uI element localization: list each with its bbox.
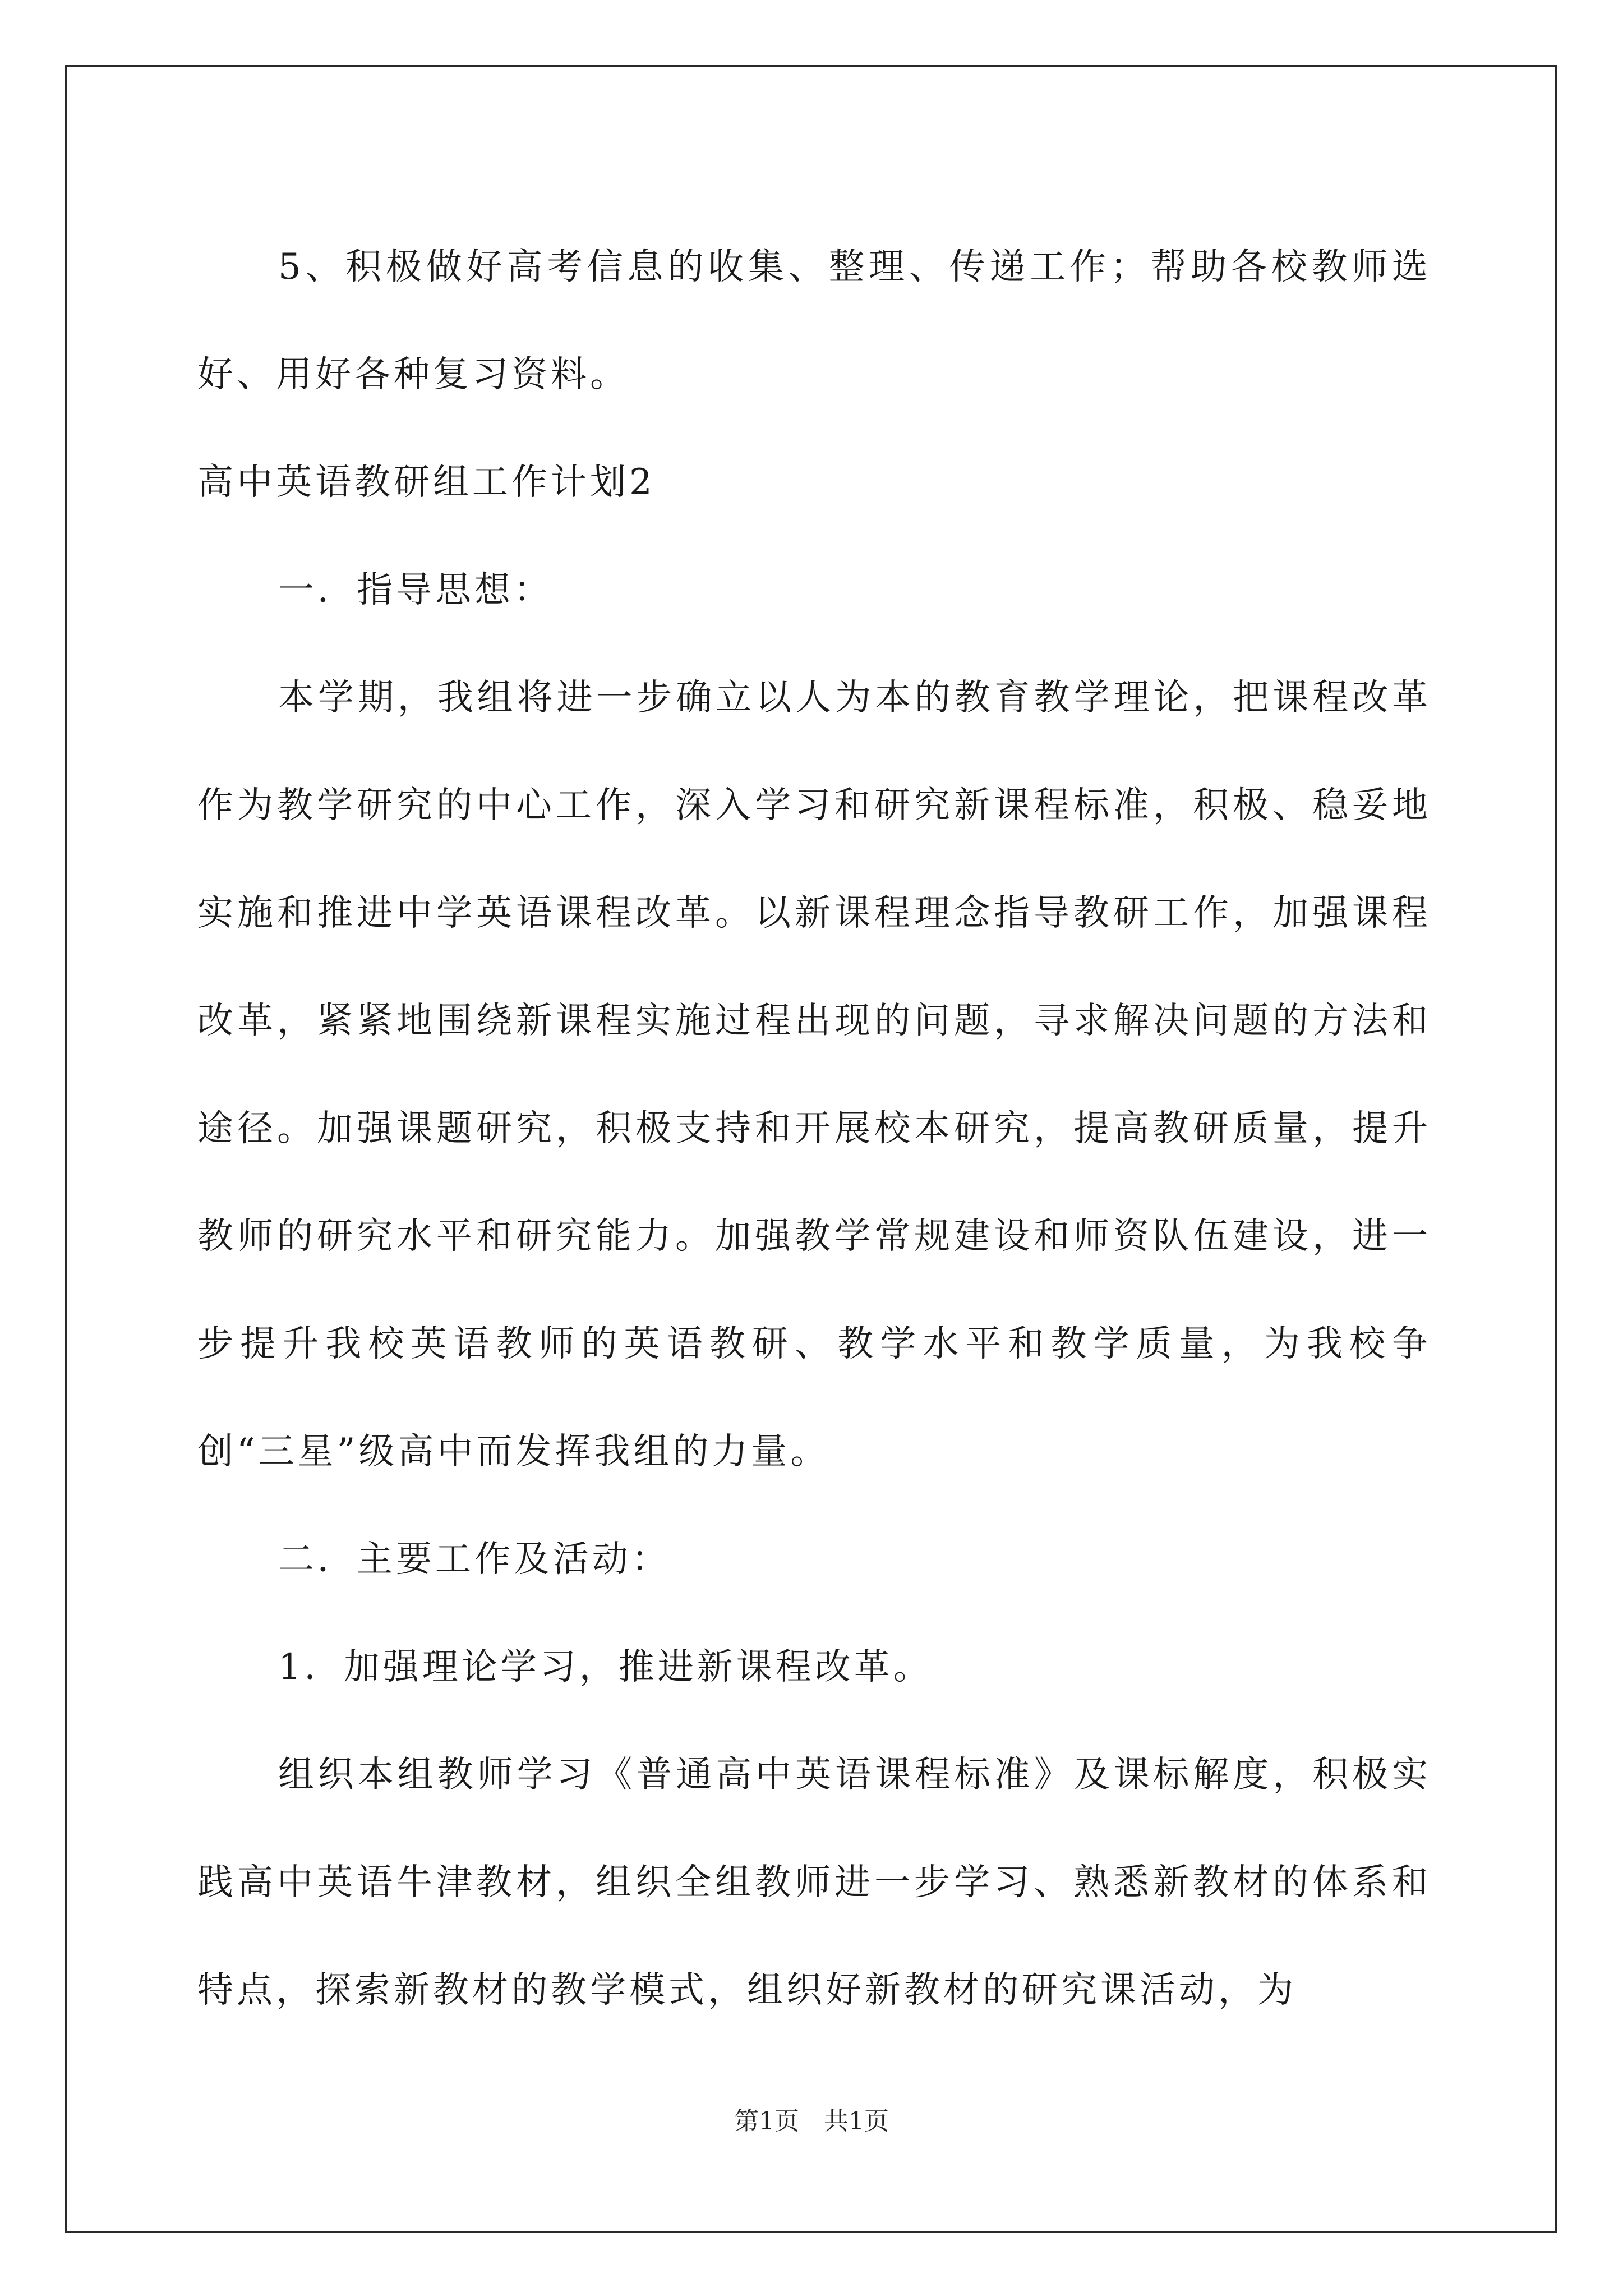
heading-main-work: 二．主要工作及活动：	[278, 1539, 671, 1580]
subheading-theory-study: 1．加强理论学习，推进新课程改革。	[278, 1646, 933, 1688]
paragraph-guiding-ideology: 本学期，我组将进一步确立以人为本的教育教学理论，把课程改革作为教学研究的中心工作，深入学习和研究新课程标准，积极、稳妥地实施和推进中学英语课程改革。以新课程理念指导教研工作，加强课程改革，紧紧地围绕新课程实施过程出现的问题，寻求解决问题的方法和途径。加强课题研究，积极支持和开展校本研究，提高教研质量，提升教师的研究水平和研究能力。加强教学常规建设和师资队伍建设，进一步提升我校英语教师的英语教研、教学水平和教学质量，为我校争创“三星”级高中而发挥我组的力量。	[197, 677, 1431, 1473]
section-title: 高中英语教研组工作计划2	[197, 462, 656, 503]
heading-guiding-ideology: 一．指导思想：	[278, 569, 553, 611]
page-footer: 第1页 共1页	[734, 2107, 889, 2136]
paragraph-gaokao-info: 5、积极做好高考信息的收集、整理、传递工作；帮助各校教师选好、用好各种复习资料。	[197, 246, 1431, 395]
document-body	[197, 213, 1431, 2044]
paragraph-theory-study: 组织本组教师学习《普通高中英语课程标准》及课标解度，积极实践高中英语牛津教材，组织全组教师进一步学习、熟悉新教材的体系和特点，探索新教材的教学模式，组织好新教材的研究课活动，为	[197, 1754, 1431, 2011]
